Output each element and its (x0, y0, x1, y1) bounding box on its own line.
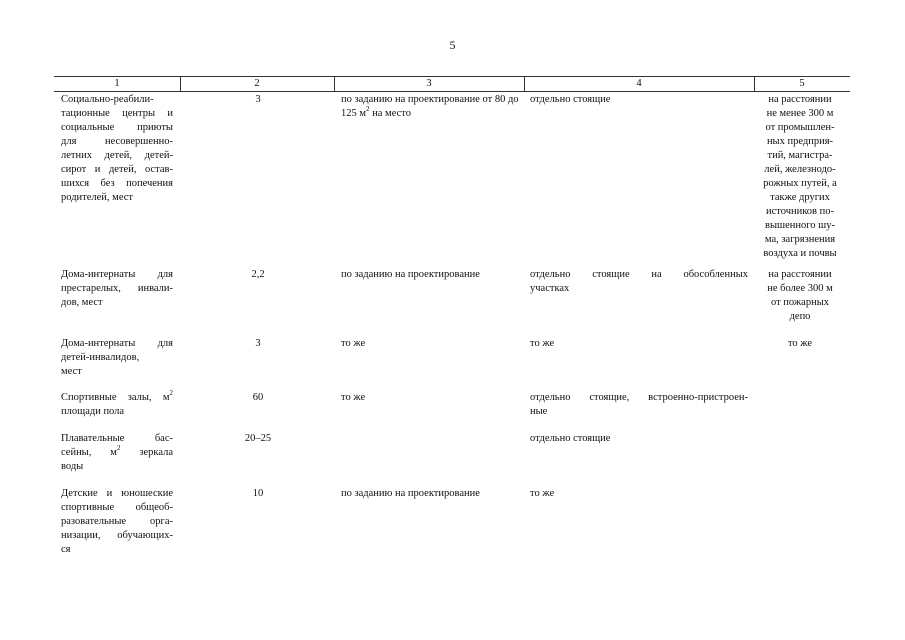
text-line: лей, железнодо- (764, 164, 836, 175)
superscript: 2 (366, 104, 370, 113)
area-cell (341, 93, 521, 121)
text-line: ма, загрязнения (764, 234, 836, 245)
area-cell: то же (341, 338, 366, 349)
column-header-3: 3 (426, 78, 432, 89)
norm-value-cell: 20–25 (244, 433, 272, 444)
placement-cell (530, 268, 748, 296)
text-line: ся (61, 544, 71, 555)
column-header-5: 5 (799, 78, 805, 89)
text-line: воды (61, 461, 84, 472)
facility-name-cell (61, 93, 173, 205)
facility-name-cell (61, 337, 173, 379)
note-cell (752, 268, 848, 324)
text-line: летних детей, детей- (61, 150, 173, 161)
text-line: то же (530, 488, 555, 499)
text-line (61, 388, 173, 405)
text-line: для несовершенно- (61, 136, 173, 147)
text-line: мест (61, 366, 82, 377)
column-header-4: 4 (636, 78, 642, 89)
column-header-2: 2 (254, 78, 260, 89)
facility-name-cell (61, 487, 173, 557)
text-line: Дома-интернаты для (61, 269, 173, 280)
norm-value-cell: 3 (255, 338, 261, 349)
text-fragment: на место (369, 108, 411, 119)
placement-cell (530, 93, 748, 107)
text-line: сирот и детей, остав- (61, 164, 173, 175)
text-line: отдельно стоящие (530, 94, 611, 105)
superscript: 2 (116, 443, 121, 452)
text-line: отдельно стоящие (530, 433, 611, 444)
placement-cell (530, 487, 748, 501)
text-line: Плавательные бас- (61, 433, 173, 444)
text-line: отдельно стоящие на обособленных (530, 269, 748, 280)
text-line: родителей, мест (61, 192, 133, 203)
text-line: от промышлен- (765, 122, 835, 133)
text-line: не менее 300 м (766, 108, 834, 119)
text-line: то же (787, 338, 813, 349)
text-line: отдельно стоящие, встроенно-пристроен- (530, 392, 748, 403)
text-line: источников по- (766, 206, 834, 217)
area-cell: по заданию на проектирование (341, 488, 480, 499)
page-number: 5 (449, 38, 456, 52)
text-fragment: зеркала (120, 447, 174, 458)
text-line: депо (789, 311, 811, 322)
text-line: на расстоянии (768, 269, 832, 280)
text-line: престарелых, инвали- (61, 283, 173, 294)
text-line: воздуха и почвы (763, 248, 837, 259)
text-line: на расстоянии (768, 94, 832, 105)
text-line: рожных путей, а (763, 178, 837, 189)
text-line: ных предприя- (766, 136, 834, 147)
text-line: не более 300 м (767, 283, 833, 294)
facility-name-cell (61, 432, 173, 474)
norm-value-cell: 10 (252, 488, 264, 499)
placement-cell (530, 432, 748, 446)
text-line: социальные приюты (61, 122, 173, 133)
text-line: тий, магистра- (767, 150, 833, 161)
text-line: Детские и юношеские (61, 488, 173, 499)
note-cell (752, 93, 848, 261)
text-fragment: по заданию на проектирование от 80 до 125 м (341, 94, 519, 119)
text-line: спортивные общеоб- (61, 502, 173, 513)
note-cell (752, 337, 848, 351)
text-fragment: Спортивные залы, м (61, 392, 170, 403)
norm-value-cell: 2,2 (251, 269, 265, 280)
text-line: также других (770, 192, 830, 203)
facility-name-cell (61, 268, 173, 310)
column-header-1: 1 (114, 78, 120, 89)
area-cell: то же (341, 392, 366, 403)
text-line: детей-инвалидов, (61, 352, 140, 363)
superscript: 2 (169, 388, 173, 397)
text-line: от пожарных (770, 297, 830, 308)
text-line: низации, обучающих- (61, 530, 173, 541)
norm-value-cell: 3 (255, 94, 261, 105)
text-fragment: сейны, м (61, 447, 117, 458)
table-header (54, 76, 850, 92)
placement-cell (530, 337, 748, 351)
text-line: разовательные орга- (61, 516, 173, 527)
placement-cell (530, 391, 748, 419)
text-line: тационные центры и (61, 108, 173, 119)
text-line (61, 443, 174, 460)
text-line: Дома-интернаты для (61, 338, 173, 349)
area-cell: по заданию на проектирование (341, 269, 480, 280)
text-line: Социально-реабили- (61, 94, 154, 105)
norm-value-cell: 60 (252, 392, 264, 403)
text-line: шихся без попечения (61, 178, 173, 189)
text-line: участках (530, 283, 570, 294)
text-line: вышенного шу- (765, 220, 835, 231)
facility-name-cell (61, 388, 173, 419)
text-line: то же (530, 338, 555, 349)
text-line: площади пола (61, 406, 125, 417)
text-line: ные (530, 406, 548, 417)
text-line: дов, мест (61, 297, 103, 308)
